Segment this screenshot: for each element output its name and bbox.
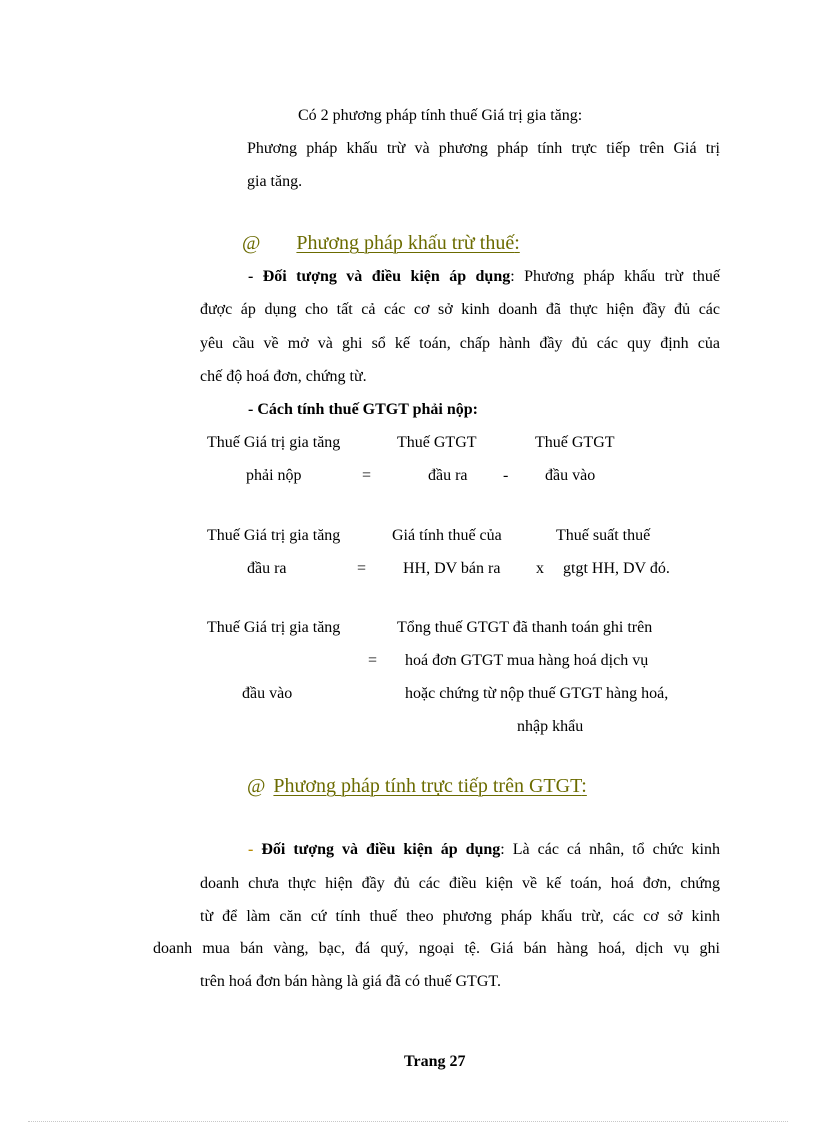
formula3-left-line-1: Thuế Giá trị gia tăng [207, 619, 341, 636]
section2-condition-line-4: doanh mua bán vàng, bạc, đá quý, ngoại tệ. Giá bán hàng hoá, dịch vụ ghi [153, 940, 720, 957]
section2-condition-label: Đối tượng và điều kiện áp dụng [261, 841, 501, 858]
formula3-equals: = [368, 652, 378, 669]
section1-condition-label: Đối tượng và điều kiện áp dụng [262, 268, 511, 285]
formula1-mid-line-2: đầu ra [428, 467, 468, 484]
formula1-left-line-1: Thuế Giá trị gia tăng [207, 434, 341, 451]
page-number: Trang 27 [404, 1053, 466, 1070]
intro-line-1: Có 2 phương pháp tính thuế Giá trị gia tăng: [298, 107, 583, 124]
section1-condition-text-1: : Phương pháp khấu trừ thuế [510, 268, 721, 285]
formula1-right-line-2: đầu vào [545, 467, 596, 484]
formula3-right-line-3: hoặc chứng từ nộp thuế GTGT hàng hoá, [405, 685, 669, 702]
formula1-equals: = [362, 467, 372, 484]
formula3-right-line-4: nhập khẩu [517, 718, 584, 735]
formula2-left-line-2: đầu ra [247, 560, 287, 577]
section1-condition-line-3: yêu cầu về mở và ghi sổ kế toán, chấp hành đầy đủ các quy định của [200, 335, 720, 352]
section2-condition-text-1: : Là các cá nhân, tổ chức kinh [500, 841, 720, 858]
formula2-mid-line-1: Giá tính thuế của [392, 527, 502, 544]
section2-heading-text: Phương pháp tính trực tiếp trên GTGT [273, 775, 582, 797]
section2-dash: - [248, 841, 262, 858]
section1-condition-line-2: được áp dụng cho tất cả các cơ sở kinh doanh đã thực hiện đầy đủ các [200, 301, 720, 318]
formula3-left-line-2: đầu vào [242, 685, 293, 702]
calc-heading: - Cách tính thuế GTGT phải nộp: [248, 401, 478, 418]
section2-condition-line-3: từ để làm căn cứ tính thuế theo phương pháp khấu trừ, các cơ sở kinh [200, 908, 720, 925]
formula1-mid-line-1: Thuế GTGT [397, 434, 477, 451]
section1-heading-text: Phương pháp khấu trừ thuế [296, 232, 515, 254]
formula2-equals: = [357, 560, 367, 577]
formula2-mid-line-2: HH, DV bán ra [403, 560, 501, 577]
section1-condition-line-1 [248, 267, 720, 287]
section2-heading-colon: : [581, 775, 587, 797]
formula3-right-line-1: Tổng thuế GTGT đã thanh toán ghi trên [397, 619, 653, 636]
at-icon: @ [247, 775, 266, 797]
section2-condition-line-5: trên hoá đơn bán hàng là giá đã có thuế GTGT. [200, 973, 501, 990]
section1-heading [242, 231, 520, 257]
section2-condition-line-2: doanh chưa thực hiện đầy đủ các điều kiện về kế toán, hoá đơn, chứng [200, 875, 720, 892]
intro-line-3: gia tăng. [247, 173, 303, 190]
section2-heading [247, 774, 587, 800]
formula1-right-line-1: Thuế GTGT [535, 434, 615, 451]
formula2-right-line-2: gtgt HH, DV đó. [563, 560, 670, 577]
section1-heading-colon: : [514, 232, 520, 254]
section1-dash: - [248, 268, 263, 285]
section2-condition-line-1 [248, 840, 720, 860]
formula3-right-line-2: hoá đơn GTGT mua hàng hoá dịch vụ [405, 652, 649, 669]
formula2-left-line-1: Thuế Giá trị gia tăng [207, 527, 341, 544]
formula2-times: x [536, 560, 544, 577]
formula1-left-line-2: phải nộp [246, 467, 302, 484]
section1-condition-line-4: chế độ hoá đơn, chứng từ. [200, 368, 367, 385]
at-icon: @ [242, 232, 261, 254]
formula1-minus: - [503, 467, 509, 484]
formula2-right-line-1: Thuế suất thuế [556, 527, 651, 544]
intro-line-2: Phương pháp khấu trừ và phương pháp tính trực tiếp trên Giá trị [247, 140, 720, 157]
footer-divider [28, 1121, 788, 1122]
